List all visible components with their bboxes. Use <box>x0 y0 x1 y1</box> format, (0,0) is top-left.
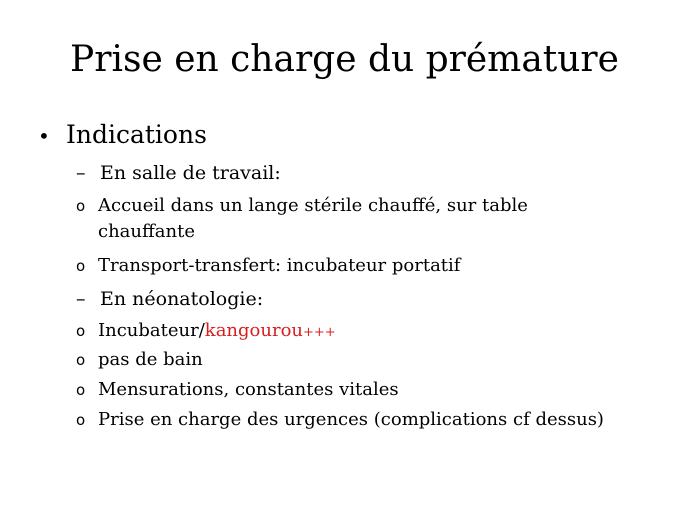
list-item <box>76 347 203 373</box>
item-text: Mensurations, constantes vitales <box>98 379 399 400</box>
item-text: Incubateur/ <box>98 320 205 341</box>
circle-bullet-icon: o <box>76 197 86 215</box>
list-item <box>76 407 604 433</box>
circle-bullet-icon: o <box>76 322 86 340</box>
bullet-indications <box>38 119 207 152</box>
sub-bullet-neonatologie <box>76 286 263 312</box>
bullet-icon: • <box>38 124 50 148</box>
heading-indications: Indications <box>66 120 207 149</box>
section-label-salle: En salle de travail: <box>100 162 281 184</box>
item-text: Accueil dans un lange stérile chauffé, sur table <box>98 195 528 216</box>
circle-bullet-icon: o <box>76 257 86 275</box>
circle-bullet-icon: o <box>76 411 86 429</box>
list-item <box>76 318 336 346</box>
highlight-text: kangourou <box>204 320 303 341</box>
emphasis-suffix: +++ <box>303 325 336 340</box>
circle-bullet-icon: o <box>76 381 86 399</box>
item-text: pas de bain <box>98 349 203 370</box>
item-text: Transport-transfert: incubateur portatif <box>98 255 461 276</box>
item-text-continuation: chauffante <box>98 221 195 242</box>
list-item <box>76 193 528 219</box>
list-item <box>76 253 460 279</box>
sub-bullet-salle-de-travail <box>76 160 281 186</box>
dash-icon: – <box>76 288 86 310</box>
circle-bullet-icon: o <box>76 351 86 369</box>
list-item <box>76 377 399 403</box>
section-label-neonatologie: En néonatologie: <box>100 288 264 310</box>
dash-icon: – <box>76 162 86 184</box>
slide-title: Prise en charge du prémature <box>70 39 619 80</box>
item-text: Prise en charge des urgences (complications cf dessus) <box>98 409 604 430</box>
